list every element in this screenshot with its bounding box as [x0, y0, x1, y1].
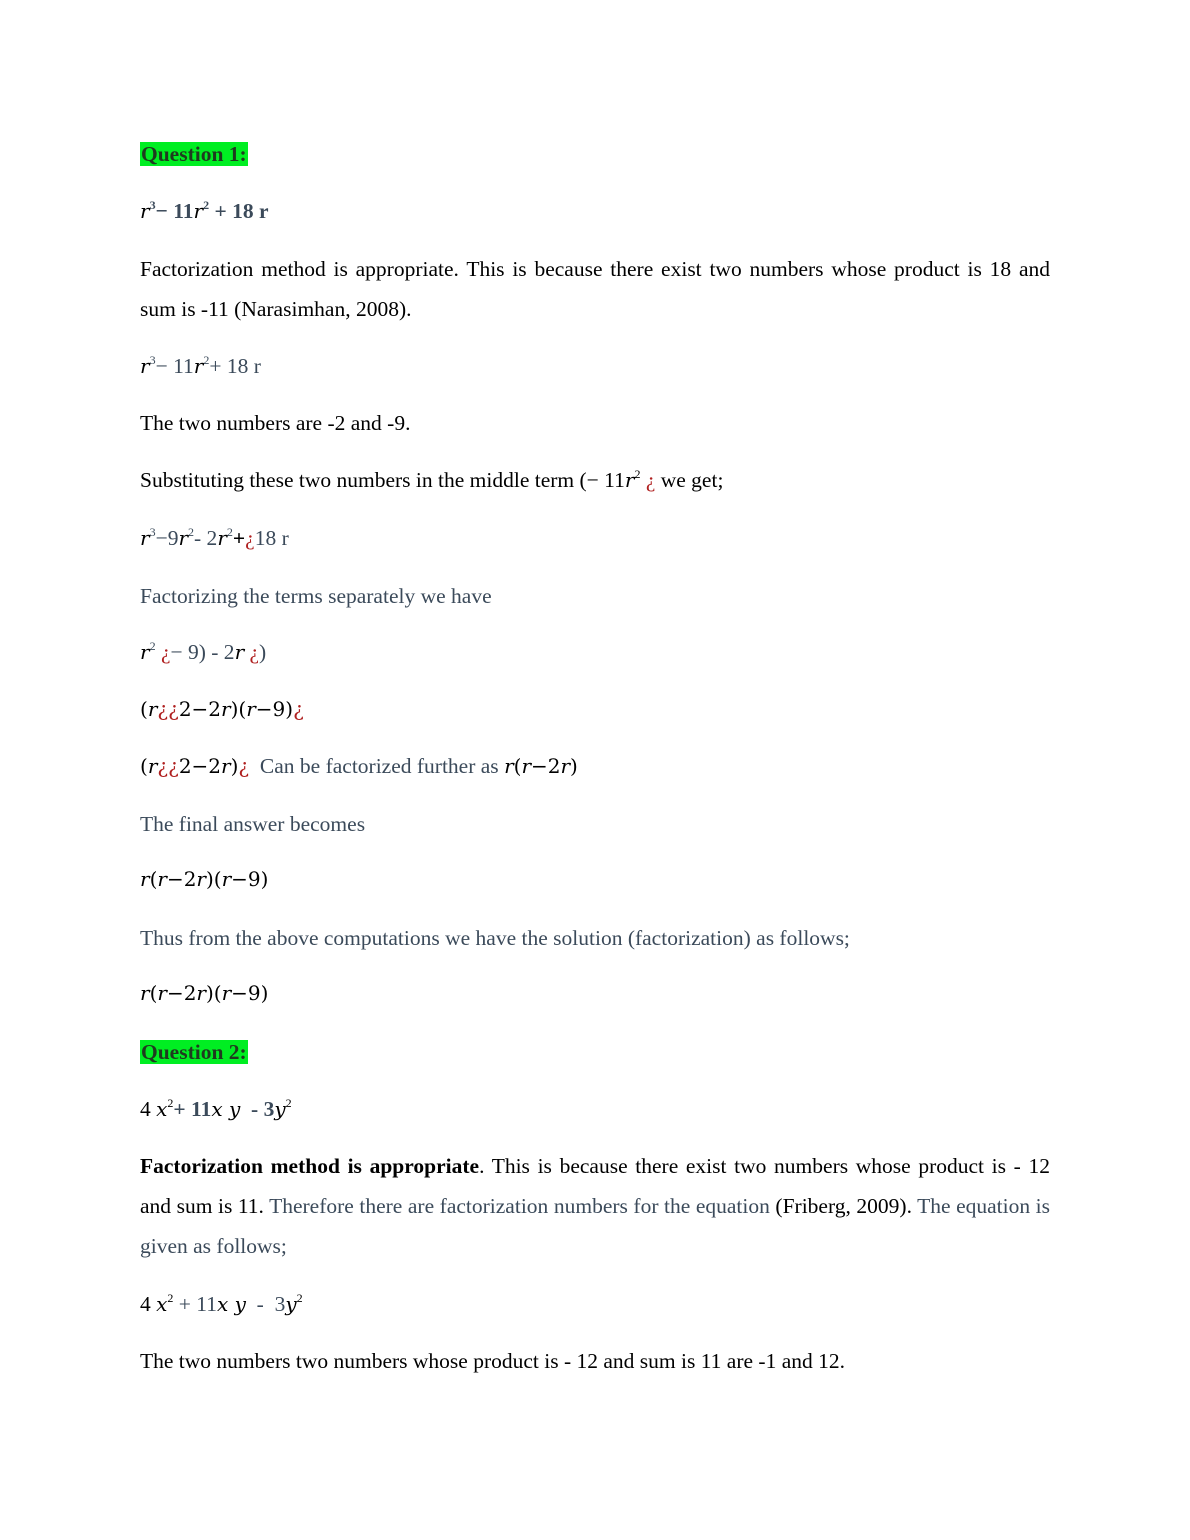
q1-explanation: Factorization method is appropriate. This is because there exist two numbers whose product is 18 and sum is -11 (Narasimhan, 2008). [140, 257, 1050, 321]
q1-factorizing-label: Factorizing the terms separately we have [140, 584, 492, 608]
q2-expression-restated: 4 $x^2 + 11x$ y - $3y^2$ [140, 1291, 303, 1316]
q2-expression: 4 $x^2+ 11x$ y - $3y^2$ [140, 1096, 292, 1121]
q1-solution-expression: r(r−2r)(r−9) [140, 981, 269, 1005]
q1-expression: $r^3- 11r^2 + 18$ r [140, 198, 269, 223]
q1-partial-factor: $r^2$ ¿− 9) - 2r ¿) [140, 639, 267, 664]
question-1-heading: Question 1: [141, 142, 247, 166]
q1-thus-text: Thus from the above computations we have the solution (factorization) as follows; [140, 926, 850, 950]
q1-expression-restated: $r^3- 11r^2+ 18$ r [140, 353, 261, 378]
q1-two-numbers: The two numbers are -2 and -9. [140, 411, 411, 435]
q2-explanation: Factorization method is appropriate. This is because there exist two numbers whose product is - 12 and sum is 11. Therefore there are factorization numbers for the equation (Friberg, 2009). The equation is given as follows; [140, 1154, 1050, 1258]
q1-final-label: The final answer becomes [140, 812, 366, 836]
q1-final-expression: r(r−2r)(r−9) [140, 867, 269, 891]
q1-further-factor: (r¿¿2−2r)¿ Can be factorized further as r(r−2r) [140, 754, 578, 778]
q1-grouped-factor: (r¿¿2−2r)(r−9)¿ [140, 697, 304, 721]
q2-two-numbers: The two numbers two numbers whose product is - 12 and sum is 11 are -1 and 12. [140, 1349, 845, 1373]
q1-split-middle-term: $r^3-9r^2-$ $2r^2+¿18$ r [140, 525, 289, 550]
question-2-heading: Question 2: [141, 1040, 247, 1064]
q1-substitution-text: Substituting these two numbers in the middle term (− $11r^2$ ¿ we get; [140, 467, 724, 492]
